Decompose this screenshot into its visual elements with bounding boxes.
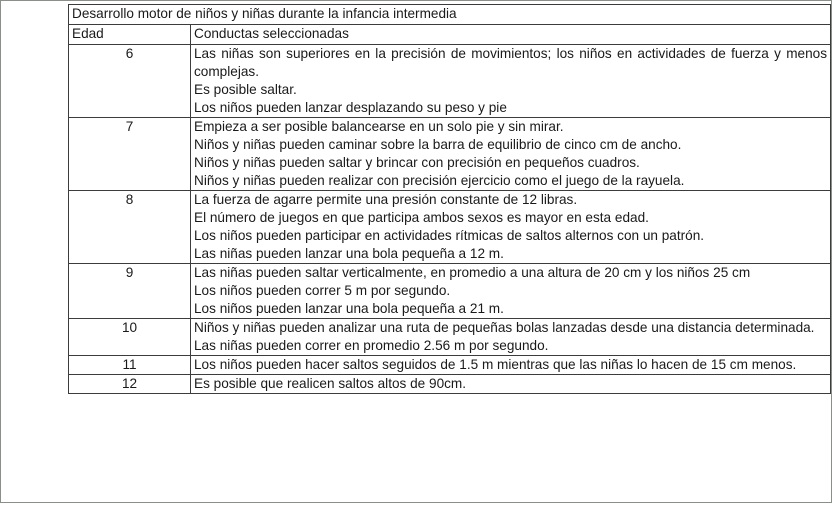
conducta-line: Los niños pueden lanzar una bola pequeña a 21 m. [194, 301, 504, 316]
table-row [69, 375, 831, 394]
conducta-line: Las niñas pueden correr en promedio 2.56 m por segundo. [194, 338, 549, 353]
motor-development-table [68, 4, 831, 394]
table-header-row [69, 25, 831, 45]
header-edad: Edad [69, 25, 191, 45]
conducta-line: Los niños pueden lanzar desplazando su peso y pie [194, 100, 507, 115]
conductas-cell [191, 319, 831, 356]
table-row [69, 356, 831, 375]
age-cell: 11 [69, 356, 191, 375]
conducta-line: Niños y niñas pueden caminar sobre la barra de equilibrio de cinco cm de ancho. [194, 137, 682, 152]
conducta-line: Es posible saltar. [194, 82, 297, 97]
conducta-line: Los niños pueden correr 5 m por segundo. [194, 283, 451, 298]
conducta-line: Empieza a ser posible balancearse en un solo pie y sin mirar. [194, 119, 564, 134]
conductas-cell [191, 45, 831, 118]
conducta-line: Las niñas son superiores en la precisión de movimientos; los niños en actividades de fuerza y menos complejas. [194, 46, 828, 79]
conductas-cell [191, 118, 831, 191]
conductas-cell [191, 375, 831, 394]
conducta-line: Las niñas pueden lanzar una bola pequeña a 12 m. [194, 246, 504, 261]
table-row [69, 264, 831, 319]
age-cell: 12 [69, 375, 191, 394]
conducta-line: Las niñas pueden saltar verticalmente, en promedio a una altura de 20 cm y los niños 25 cm [194, 265, 751, 280]
table-row [69, 45, 831, 118]
table-title-row [69, 5, 831, 25]
conductas-cell [191, 356, 831, 375]
conducta-line: Es posible que realicen saltos altos de 90cm. [194, 376, 467, 391]
age-cell: 6 [69, 45, 191, 118]
conducta-line: Niños y niñas pueden realizar con precisión ejercicio como el juego de la rayuela. [194, 173, 685, 188]
conducta-line: Niños y niñas pueden analizar una ruta de pequeñas bolas lanzadas desde una distancia determinada. [194, 320, 815, 335]
conducta-line: La fuerza de agarre permite una presión constante de 12 libras. [194, 192, 578, 207]
header-conductas: Conductas seleccionadas [191, 25, 831, 45]
table-row [69, 319, 831, 356]
table-row [69, 118, 831, 191]
table-row [69, 191, 831, 264]
conductas-cell [191, 264, 831, 319]
conducta-line: Niños y niñas pueden saltar y brincar con precisión en pequeños cuadros. [194, 155, 640, 170]
conductas-cell [191, 191, 831, 264]
conducta-line: Los niños pueden participar en actividades rítmicas de saltos alternos con un patrón. [194, 228, 705, 243]
age-cell: 8 [69, 191, 191, 264]
table-title: Desarrollo motor de niños y niñas durante la infancia intermedia [69, 5, 831, 25]
age-cell: 9 [69, 264, 191, 319]
age-cell: 10 [69, 319, 191, 356]
conducta-line: El número de juegos en que participa ambos sexos es mayor en esta edad. [194, 210, 649, 225]
conducta-line: Los niños pueden hacer saltos seguidos de 1.5 m mientras que las niñas lo hacen de 15 cm menos. [194, 357, 797, 372]
age-cell: 7 [69, 118, 191, 191]
